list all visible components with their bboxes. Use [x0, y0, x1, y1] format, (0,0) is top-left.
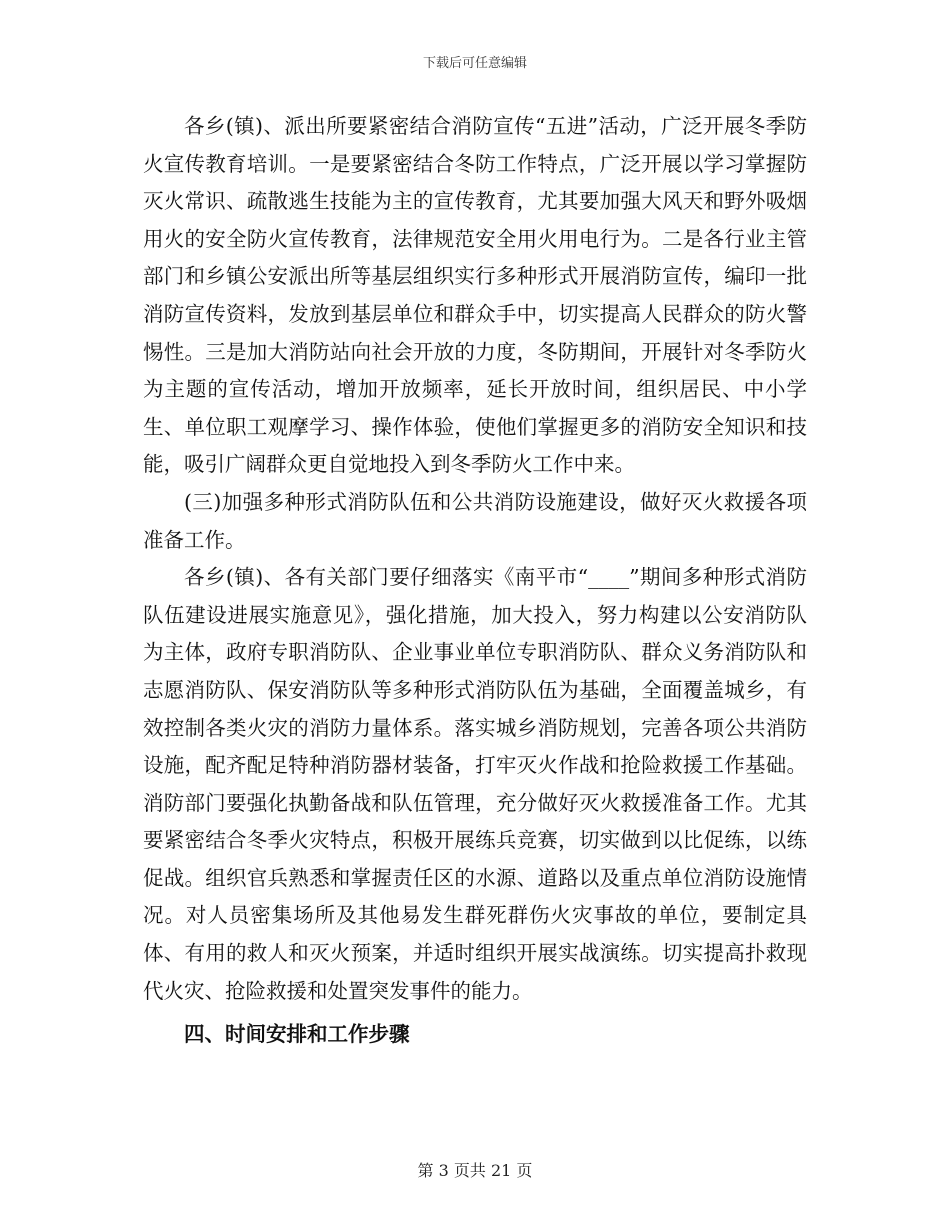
document-body	[143, 108, 807, 1054]
paragraph-section-three-title: (三)加强多种形式消防队伍和公共消防设施建设，做好灭火救援各项准备工作。	[143, 489, 807, 552]
paragraph-fire-teams: 各乡(镇)、各有关部门要仔细落实《南平市“____”期间多种形式消防队伍建设进展实施意见》，强化措施，加大投入，努力构建以公安消防队为主体，政府专职消防队、企业事业单位专职消防队、群众义务消防队和志愿消防队、保安消防队等多种形式消防队伍为基础，全面覆盖城乡，有效控制各类火灾的消防力量体系。落实城乡消防规划，完善各项公共消防设施，配齐配足特种消防器材装备，打牢灭火作战和抢险救援工作基础。消防部门要强化执勤备战和队伍管理，充分做好灭火救援准备工作。尤其要紧密结合冬季火灾特点，积极开展练兵竞赛，切实做到以比促练，以练促战。组织官兵熟悉和掌握责任区的水源、道路以及重点单位消防设施情况。对人员密集场所及其他易发生群死群伤火灾事故的单位，要制定具体、有用的救人和灭火预案，并适时组织开展实战演练。切实提高扑救现代火灾、抢险救援和处置突发事件的能力。	[143, 565, 807, 1003]
page-footer: 第 3 页共 21 页	[417, 1161, 533, 1180]
paragraph-publicity: 各乡(镇)、派出所要紧密结合消防宣传“五进”活动，广泛开展冬季防火宣传教育培训。一是要紧密结合冬防工作特点，广泛开展以学习掌握防灭火常识、疏散逃生技能为主的宣传教育，尤其要加强大风天和野外吸烟用火的安全防火宣传教育，法律规范安全用火用电行为。二是各行业主管部门和乡镇公安派出所等基层组织实行多种形式开展消防宣传，编印一批消防宣传资料，发放到基层单位和群众手中，切实提高人民群众的防火警惕性。三是加大消防站向社会开放的力度，冬防期间，开展针对冬季防火为主题的宣传活动，增加开放频率，延长开放时间，组织居民、中小学生、单位职工观摩学习、操作体验，使他们掌握更多的消防安全知识和技能，吸引广阔群众更自觉地投入到冬季防火工作中来。	[143, 114, 807, 477]
page-header: 下载后可任意编辑	[422, 56, 527, 71]
section-heading: 四、时间安排和工作步骤	[184, 1022, 410, 1047]
